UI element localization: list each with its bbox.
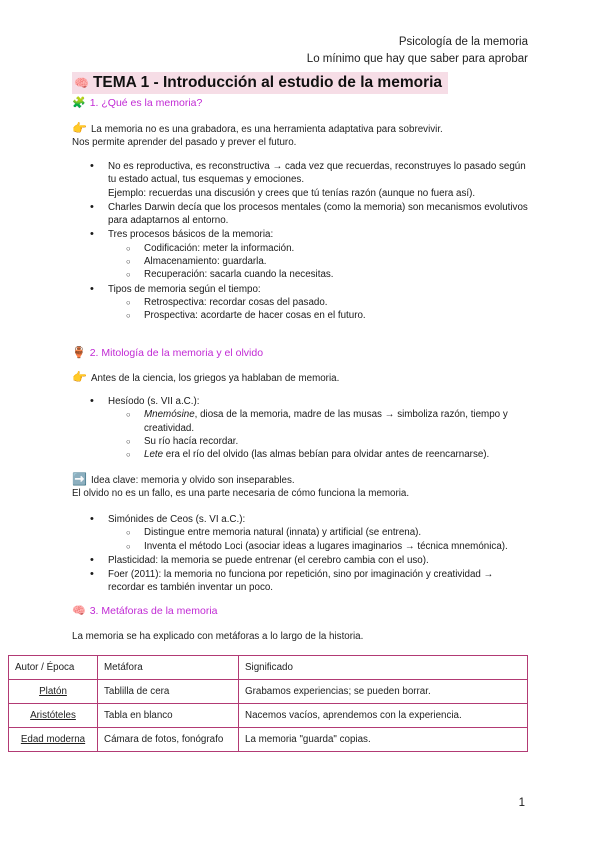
table-row [9, 680, 528, 704]
author-name: Platón [39, 686, 67, 697]
section-2-list-a [90, 395, 530, 462]
arrow-right-icon: ➡️ [72, 472, 87, 486]
section-1-heading-text: 1. ¿Qué es la memoria? [89, 97, 203, 109]
section-3-heading-text: 3. Metáforas de la memoria [89, 605, 218, 617]
author-name: Edad moderna [20, 734, 86, 745]
metaphors-table [8, 655, 528, 752]
header-subject: Psicología de la memoria [398, 36, 528, 48]
page-title-text: TEMA 1 - Introducción al estudio de la memoria [92, 74, 443, 91]
list-item [90, 228, 530, 281]
amphora-icon: 🏺 [72, 347, 86, 359]
mnemosine-name: Mnemósine [144, 409, 195, 421]
list-item-text: Tipos de memoria según el tiempo: [108, 283, 261, 295]
table-row [9, 728, 528, 752]
table-header-cell: Significado [239, 656, 528, 680]
list-item-text: Hesíodo (s. VII a.C.): [108, 396, 200, 407]
section-1-list [90, 160, 530, 324]
list-item-text: Charles Darwin decía que los procesos mentales (como la memoria) son mecanismos evolutivos para adaptarnos al entorno. [108, 201, 528, 227]
section-1-intro [72, 122, 532, 150]
table-cell: Nacemos vacíos, aprendemos con la experiencia. [239, 704, 528, 728]
table-cell: Tabla en blanco [98, 704, 239, 728]
sub-list-item: ○ Codificación: meter la información. [126, 242, 530, 255]
document-header [307, 34, 528, 68]
section-2-intro [72, 371, 532, 385]
sub-list-item: ○ Retrospectiva: recordar cosas del pasado. [126, 296, 530, 309]
section-1-intro-line1: La memoria no es una grabadora, es una herramienta adaptativa para sobrevivir. [90, 124, 443, 135]
table-header-cell: Metáfora [98, 656, 239, 680]
list-item [90, 554, 530, 567]
page-number: 1 [518, 797, 525, 809]
sub-list-item: ○ Inventa el método Loci (asociar ideas a lugares imaginarios → técnica mnemónica). [126, 540, 530, 553]
section-2-intro-text: Antes de la ciencia, los griegos ya hablaban de memoria. [90, 373, 340, 384]
table-cell [9, 704, 98, 728]
list-item-text: Tres procesos básicos de la memoria: [108, 229, 274, 241]
list-item-text: Plasticidad: la memoria se puede entrenar (el cerebro cambia con el uso). [108, 554, 429, 566]
lete-desc: era el río del olvido (las almas bebían para olvidar antes de reencarnarse). [163, 449, 490, 461]
table-row [9, 704, 528, 728]
sub-list-item: ○ Almacenamiento: guardarla. [126, 255, 530, 268]
list-item [90, 568, 530, 595]
section-3-heading [72, 604, 218, 617]
title-block [72, 72, 448, 94]
puzzle-icon: 🧩 [72, 97, 86, 109]
section-2-heading [72, 346, 263, 359]
section-1-heading [72, 96, 202, 109]
key-idea-line2: El olvido no es un fallo, es una parte necesaria de cómo funciona la memoria. [72, 488, 410, 500]
list-item [90, 395, 530, 461]
header-tagline: Lo mínimo que hay que saber para aprobar [306, 53, 528, 65]
table-cell: La memoria "guarda" copias. [239, 728, 528, 752]
table-cell [9, 728, 98, 752]
mnemosine-desc: , diosa de la memoria, madre de las musas → simboliza razón, tiempo y creatividad. [144, 409, 508, 434]
sub-list-item [126, 448, 530, 461]
list-item [90, 513, 530, 553]
brain-icon: 🧠 [72, 605, 86, 617]
sub-list-item: ○ Distingue entre memoria natural (innata) y artificial (se entrena). [126, 526, 530, 539]
sub-list-item: ○ Su río hacía recordar. [126, 435, 530, 448]
section-2-list-b [90, 513, 530, 596]
list-item [90, 283, 530, 323]
table-cell: Grabamos experiencias; se pueden borrar. [239, 680, 528, 704]
sub-list-item: ○ Prospectiva: acordarte de hacer cosas en el futuro. [126, 309, 530, 322]
list-item-text: Simónides de Ceos (s. VI a.C.): [108, 514, 246, 525]
list-item [90, 160, 530, 200]
pointing-hand-icon: 👉 [72, 121, 87, 135]
table-header-row [9, 656, 528, 680]
key-idea-text: Idea clave: memoria y olvido son inseparables. [90, 475, 295, 486]
lete-name: Lete [144, 449, 164, 461]
section-1-intro-line2: Nos permite aprender del pasado y prever el futuro. [72, 137, 297, 149]
sub-list-item [126, 408, 530, 435]
list-item [90, 201, 530, 228]
section-3-intro: La memoria se ha explicado con metáforas a lo largo de la historia. [72, 631, 364, 642]
list-item-text: No es reproductiva, es reconstructiva → cada vez que recuerdas, reconstruyes lo pasado según tu estado actual, tus esquemas y emociones. [108, 161, 526, 186]
sub-list-item: ○ Recuperación: sacarla cuando la necesitas. [126, 268, 530, 281]
author-name: Aristóteles [30, 710, 76, 721]
page-title [72, 72, 448, 94]
list-item-text: Foer (2011): la memoria no funciona por repetición, sino por imaginación y creatividad → recordar es también inventar un poco. [108, 569, 494, 594]
key-idea [72, 473, 532, 501]
table-header-cell: Autor / Época [9, 656, 98, 680]
table-cell: Tablilla de cera [98, 680, 239, 704]
list-item-example: Ejemplo: recuerdas una discusión y crees que tú tenías razón (aunque no fuera así). [108, 187, 476, 199]
table-cell: Cámara de fotos, fonógrafo [98, 728, 239, 752]
brain-icon: 🧠 [74, 76, 89, 90]
section-2-heading-text: 2. Mitología de la memoria y el olvido [89, 347, 264, 359]
pointing-hand-icon: 👉 [72, 370, 87, 384]
table-cell [9, 680, 98, 704]
